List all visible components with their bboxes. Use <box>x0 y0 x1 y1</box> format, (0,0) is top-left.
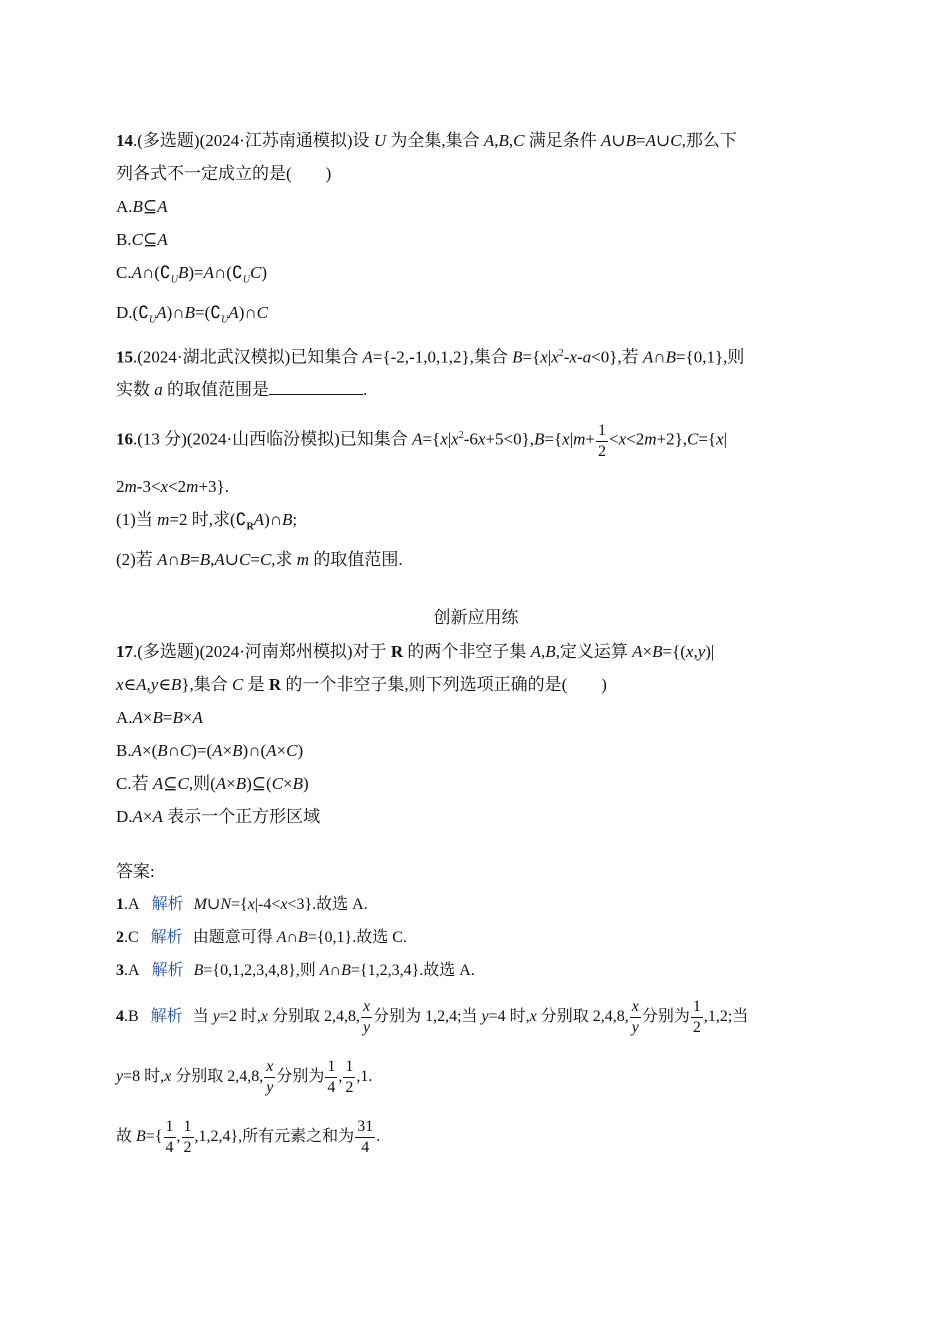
jiexi-label: 解析 <box>151 962 184 980</box>
q14-line1: 14.(多选题)(2024·江苏南通模拟)设 U 为全集,集合 A,B,C 满足条件 A∪B=A∪C,那么下 <box>116 131 737 150</box>
answer-4-line2: y=8 时,x 分别取 2,4,8, $\frac{x}{y}$ 分别为 $\frac{1}{4}$ , $\frac{1}{2}$ ,1. <box>116 1058 373 1097</box>
answer-4-line1: 4.B 解析 当 y=2 时,x 分别取 2,4,8, $\frac{x}{y}$ 分别为 1,2,4;当 y=4 时,x 分别取 2,4,8, $\frac{x}{y}$ 分别为 $\frac{1}{2}$ ,1,2;当 <box>116 998 749 1037</box>
q14-option-b: B.C⊆A <box>116 230 168 249</box>
jiexi-label: 解析 <box>150 1008 183 1026</box>
answer-3: 3.A 解析 B={0,1,2,3,4,8},则 A∩B={1,2,3,4}.故选 A. <box>116 962 475 980</box>
q16-line2: 2m-3<x<2m+3}. <box>116 477 229 497</box>
fraction-x-over-y: $\frac{x}{y}$ <box>631 998 639 1037</box>
answer-blank[interactable] <box>269 378 363 395</box>
q14-option-d: $D.(∁_UA)\cap B=(∁_UA)\cap C$ <box>116 303 268 326</box>
q14-option-a: A.B⊆A <box>116 197 168 216</box>
answer-4-line3: 故 B={ $\frac{1}{4}$ , $\frac{1}{2}$ ,1,2,4},所有元素之和为 $\frac{31}{4}$ . <box>116 1118 381 1157</box>
section-title: 创新应用练 <box>433 608 519 629</box>
fraction-thirty-one-quarters: $\frac{31}{4}$ <box>357 1118 374 1157</box>
fraction-one-quarter: $\frac{1}{4}$ <box>165 1118 174 1157</box>
q15-line2: 实数 a 的取值范围是 . <box>116 380 368 400</box>
q17-line1: 17.(多选题)(2024·河南郑州模拟)对于 R 的两个非空子集 A,B,定义运算 A×B={(x,y)| <box>116 642 715 662</box>
answer-1: 1.A 解析 M∪N={x|-4<x<3}.故选 A. <box>116 896 368 914</box>
jiexi-label: 解析 <box>151 896 184 914</box>
q17-option-b: B.A×(B∩C)=(A×B)∩(A×C) <box>116 741 304 761</box>
q17-line2: x∈A,y∈B},集合 C 是 R 的一个非空子集,则下列选项正确的是( ) <box>116 675 607 695</box>
jiexi-label: 解析 <box>150 929 183 947</box>
answer-2: 2.C 解析 由题意可得 A∩B={0,1}.故选 C. <box>116 929 407 947</box>
q16-line1: 16.(13 分)(2024·山西临汾模拟)已知集合 $A=\{x|x^2-6x+5<0\},B=\{x|m+$ $\frac{1}{2}$ <x<2m+2},C={x| <box>116 421 728 460</box>
q16-part2: (2)若 A∩B=B,A∪C=C,求 m 的取值范围. <box>116 550 403 570</box>
fraction-x-over-y: $\frac{x}{y}$ <box>266 1058 274 1097</box>
q17-option-a: A.A×B=B×A <box>116 708 203 728</box>
answers-header: 答案: <box>116 862 155 882</box>
fraction-one-half: $\frac{1}{2}$ <box>597 421 606 460</box>
q17-option-d: D.A×A 表示一个正方形区域 <box>116 807 321 827</box>
q17-option-c: C.若 A⊆C,则(A×B)⊆(C×B) <box>116 774 309 794</box>
q15-line1: 15.(2024·湖北武汉模拟)已知集合 A={-2,-1,0,1,2},集合 $B=\{x|x^2-x-a<0\}$,若 A∩B={0,1},则 <box>116 347 745 367</box>
fraction-one-half: $\frac{1}{2}$ <box>692 998 701 1037</box>
document-content <box>116 124 836 1167</box>
fraction-one-half: $\frac{1}{2}$ <box>345 1058 354 1097</box>
fraction-one-half: $\frac{1}{2}$ <box>183 1118 192 1157</box>
fraction-one-quarter: $\frac{1}{4}$ <box>327 1058 336 1097</box>
fraction-x-over-y: $\frac{x}{y}$ <box>362 998 371 1037</box>
q14-line2: 列各式不一定成立的是( ) <box>116 164 332 183</box>
q16-part1: (1)当 m=2 时,求$(∁_RA)\cap B$; <box>116 510 298 533</box>
q14-option-c: $C.A\cap(∁_UB)=A\cap(∁_UC)$ <box>116 263 268 286</box>
